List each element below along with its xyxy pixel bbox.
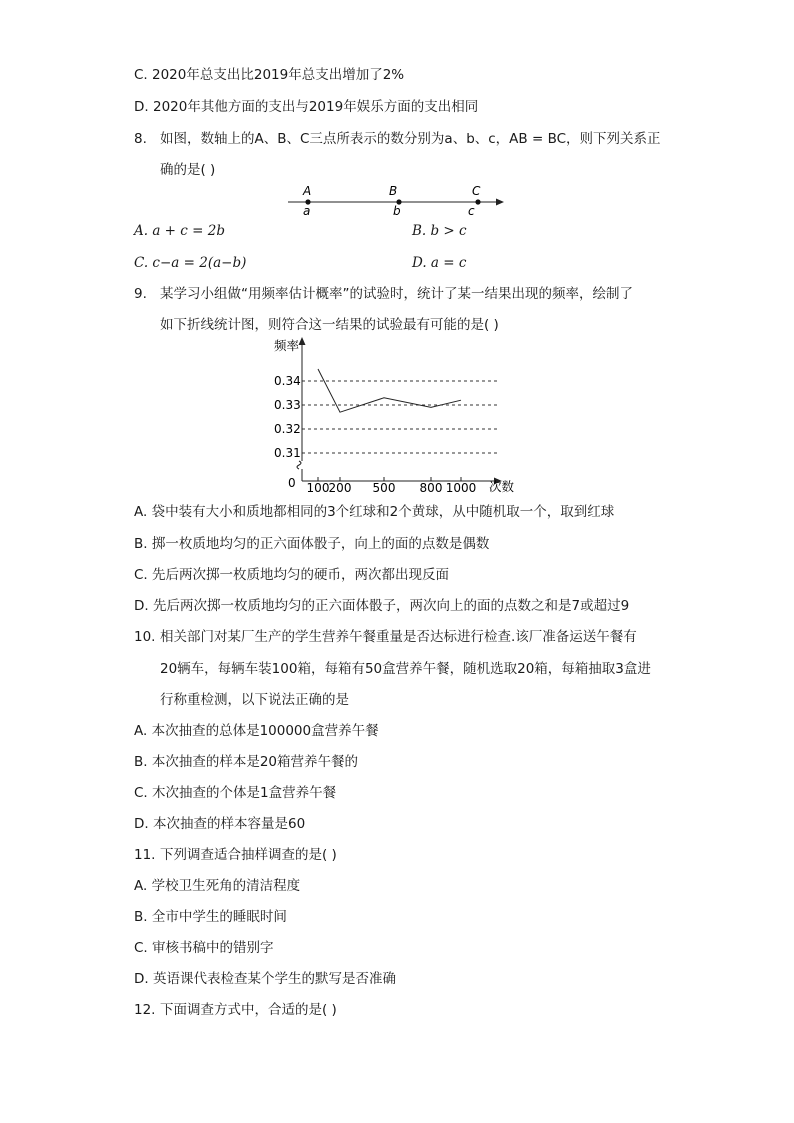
q8-option-d: D. a = c	[412, 255, 467, 271]
x-tick-label: 800	[419, 481, 443, 495]
q9-stem-line2: 如下折线统计图，则符合这一结果的试验最有可能的是( )	[160, 317, 499, 333]
q11-option-c: C. 审核书稿中的错别字	[134, 940, 274, 956]
q8-option-c: C. c−a = 2(a−b)	[134, 255, 247, 271]
point-c-label: C	[472, 184, 481, 198]
x-tick-label: 1000	[445, 481, 477, 495]
q10-stem-line3: 行称重检测，以下说法正确的是	[160, 692, 349, 708]
arrow-up-icon	[299, 337, 306, 345]
q9-option-b: B. 掷一枚质地均匀的正六面体骰子，向上的面的点数是偶数	[134, 536, 490, 552]
q8-number: 8.	[134, 131, 147, 147]
y-tick-label: 0.34	[274, 374, 301, 388]
q8-number-line-figure	[280, 180, 520, 222]
point-c-dot	[475, 199, 480, 204]
q7-option-d: D. 2020年其他方面的支出与2019年娱乐方面的支出相同	[134, 99, 479, 115]
q9-number: 9.	[134, 286, 147, 302]
y-axis-label: 频率	[274, 338, 300, 353]
value-c-label: c	[468, 204, 475, 218]
q7-option-c: C. 2020年总支出比2019年总支出增加了2%	[134, 67, 405, 83]
q11-number: 11.	[134, 847, 156, 863]
q8-option-a: A. a + c = 2b	[134, 223, 225, 239]
y-tick-label: 0.31	[274, 446, 301, 460]
point-b-label: B	[389, 184, 398, 198]
q11-option-d: D. 英语课代表检查某个学生的默写是否准确	[134, 971, 396, 987]
q11-stem-line1: 下列调查适合抽样调查的是( )	[160, 847, 337, 863]
q9-option-d: D. 先后两次掷一枚质地均匀的正六面体骰子，两次向上的面的点数之和是7或超过9	[134, 598, 630, 614]
q12-stem-line1: 下面调查方式中，合适的是( )	[160, 1002, 337, 1018]
q10-stem-line2: 20辆车，每辆车装100箱，每箱有50盒营养午餐，随机选取20箱，每箱抽取3盒进	[160, 661, 651, 677]
q10-stem-line1: 相关部门对某厂生产的学生营养午餐重量是否达标进行检查.该厂准备运送午餐有	[160, 629, 637, 645]
q8-stem-line1: 如图，数轴上的A、B、C三点所表示的数分别为a、b、c，AB = BC，则下列关系正	[160, 131, 661, 147]
q8-option-b: B. b > c	[412, 223, 467, 239]
q10-number: 10.	[134, 629, 156, 645]
q9-frequency-line-chart	[260, 333, 530, 498]
origin-label: 0	[288, 476, 296, 490]
q8-stem-line2: 确的是( )	[160, 162, 216, 178]
q9-stem-line1: 某学习小组做“用频率估计概率”的试验时，统计了某一结果出现的频率，绘制了	[160, 286, 633, 302]
q10-option-d: D. 本次抽查的样本容量是60	[134, 816, 306, 832]
q10-option-b: B. 本次抽查的样本是20箱营养午餐的	[134, 754, 359, 770]
q11-option-b: B. 全市中学生的睡眠时间	[134, 909, 287, 925]
value-b-label: b	[393, 204, 401, 218]
x-tick-label: 500	[372, 481, 396, 495]
q10-option-c: C. 木次抽查的个体是1盒营养午餐	[134, 785, 337, 801]
axis-break-icon	[297, 461, 301, 469]
x-tick-label: 100	[306, 481, 330, 495]
y-tick-label: 0.33	[274, 398, 301, 412]
series-line	[318, 369, 461, 412]
q11-option-a: A. 学校卫生死角的清洁程度	[134, 878, 301, 894]
q12-number: 12.	[134, 1002, 156, 1018]
y-tick-label: 0.32	[274, 422, 301, 436]
q9-option-c: C. 先后两次掷一枚质地均匀的硬币，两次都出现反面	[134, 567, 450, 583]
value-a-label: a	[303, 204, 311, 218]
x-tick-label: 200	[328, 481, 352, 495]
x-axis-label: 次数	[489, 479, 515, 494]
arrow-right-icon	[496, 199, 504, 206]
point-a-label: A	[303, 184, 312, 198]
q10-option-a: A. 本次抽查的总体是100000盒营养午餐	[134, 723, 379, 739]
q9-option-a: A. 袋中装有大小和质地都相同的3个红球和2个黄球，从中随机取一个，取到红球	[134, 504, 615, 520]
